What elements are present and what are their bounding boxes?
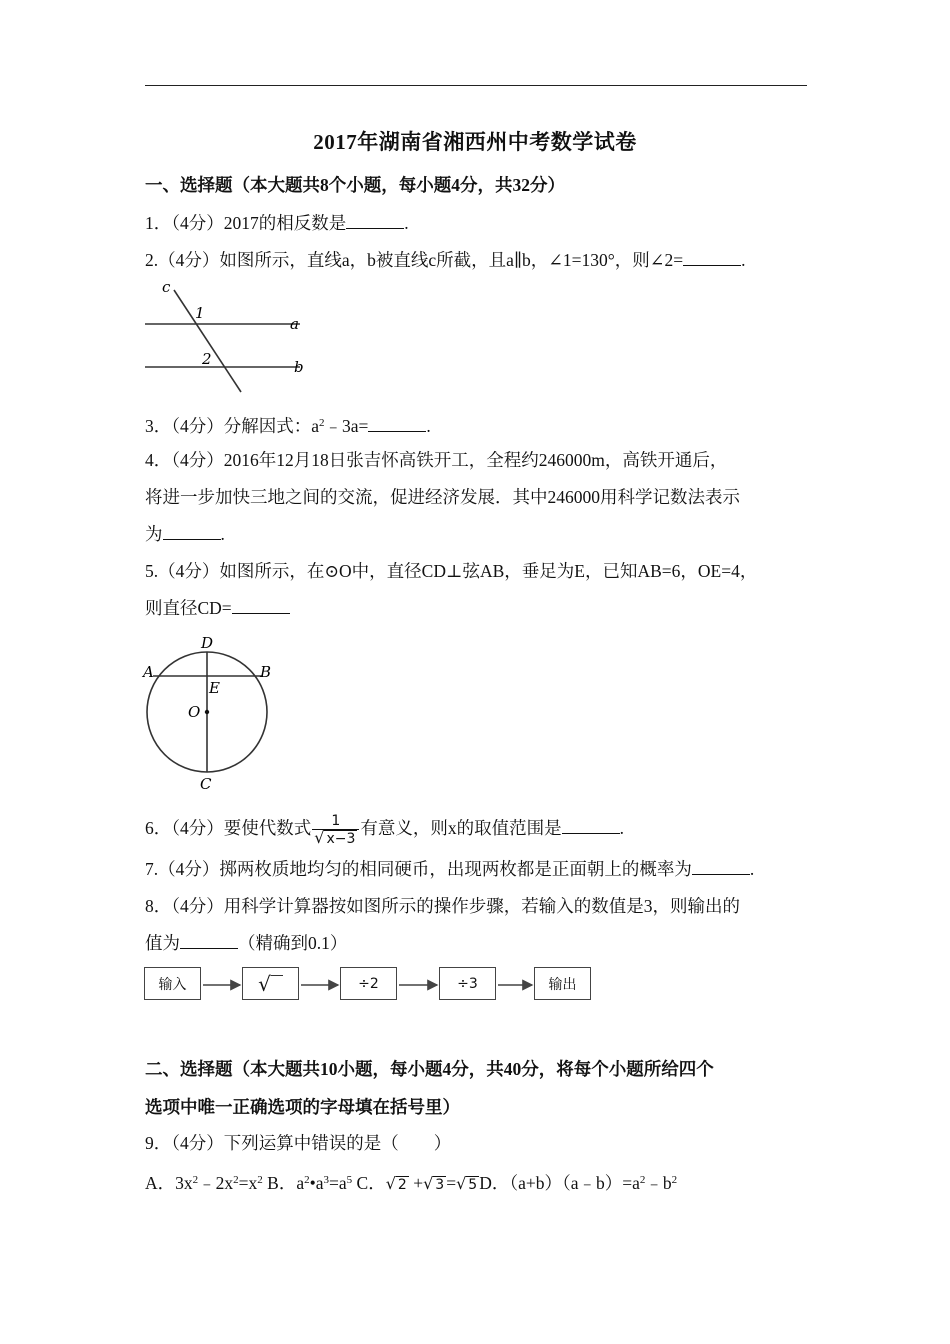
- flow-step-divide-2: ÷2: [340, 967, 397, 1000]
- label-2: 2: [202, 350, 212, 368]
- label-a: A: [143, 663, 154, 681]
- circle-figure: [138, 632, 278, 797]
- question-1-text: 1．（4分）2017的相反数是: [145, 213, 347, 233]
- question-8-text: 值为: [145, 933, 180, 953]
- header-rule: [145, 85, 807, 86]
- question-4-line-2: 将进一步加快三地之间的交流，促进经济发展．其中246000用科学记数法表示: [145, 487, 740, 507]
- radicand: 2: [397, 1177, 407, 1193]
- exponent: 3: [323, 1174, 329, 1186]
- exponent: 2: [671, 1174, 678, 1186]
- question-5-line-2: [145, 596, 290, 620]
- question-8-suffix: （精确到0.1）: [238, 933, 348, 953]
- fraction-denominator: [312, 829, 359, 847]
- question-9-stem: 9．（4分）下列运算中错误的是（ ）: [145, 1133, 452, 1153]
- question-2: 2.（4分）如图所示，直线a，b被直线c所截，且a∥b，∠1=130°，则∠2= .: [145, 250, 746, 270]
- answer-blank: [232, 597, 290, 614]
- section1-heading: 一、选择题（本大题共8个小题，每小题4分，共32分）: [145, 175, 565, 195]
- exponent: 2: [304, 1174, 310, 1186]
- label-c: C: [200, 775, 212, 793]
- radicand: x−3: [326, 831, 356, 847]
- fraction-numerator: 1: [331, 813, 341, 829]
- question-5-text: 则直径CD=: [145, 598, 232, 618]
- option-b-text: B．a: [267, 1173, 305, 1193]
- radical-sign: √: [314, 828, 325, 847]
- question-6-suffix: 有意义，则x的取值范围是: [360, 818, 562, 839]
- exponent: 2: [639, 1174, 646, 1186]
- answer-blank: [683, 249, 741, 266]
- label-e: E: [209, 679, 220, 697]
- exponent: 2: [257, 1174, 263, 1186]
- radical-sign: √: [385, 1174, 396, 1193]
- option-a-text: =x: [238, 1173, 258, 1193]
- page-title: 2017年湖南省湘西州中考数学试卷: [313, 130, 637, 154]
- label-1: 1: [195, 304, 205, 322]
- option-d-text: ﹣b: [645, 1173, 672, 1193]
- radical-sign: √: [456, 1174, 467, 1193]
- question-3: 3．（4分）分解因式：$a^2﹣3a=$ .: [145, 416, 431, 436]
- question-1: 1．（4分）2017的相反数是 .: [145, 213, 409, 233]
- question-6-text: 6．（4分）要使代数式: [145, 818, 312, 839]
- radical-sign: √: [423, 1174, 434, 1193]
- option-a: [145, 1173, 263, 1193]
- question-8-line-2: [145, 931, 347, 955]
- option-b-text: •a: [309, 1173, 324, 1193]
- option-d: [479, 1173, 677, 1193]
- question-8-line-1: 8．（4分）用科学计算器按如图所示的操作步骤，若输入的数值是3，则输出的: [145, 896, 740, 916]
- flow-step-output: 输出: [534, 967, 591, 1000]
- equals-sign: =: [446, 1173, 457, 1193]
- exponent: 2: [319, 417, 325, 429]
- label-d: D: [201, 634, 214, 652]
- radicand: 3: [435, 1177, 445, 1193]
- fraction: [312, 813, 359, 847]
- sqrt-symbol: √: [258, 971, 271, 996]
- label-a: a: [290, 315, 299, 333]
- option-a-text: ﹣2x: [198, 1173, 234, 1193]
- answer-blank: [180, 932, 238, 949]
- section2-heading-line-2: 选项中唯一正确选项的字母填在括号里）: [145, 1097, 460, 1117]
- answer-blank: [368, 415, 426, 432]
- label-b: B: [260, 663, 272, 681]
- question-5-line-1: 5.（4分）如图所示，在⊙O中，直径CD⊥弦AB，垂足为E，已知AB=6，OE=4，: [145, 561, 758, 581]
- plus-sign: +: [413, 1173, 424, 1193]
- answer-blank: [692, 858, 750, 875]
- option-b-text: =a: [329, 1173, 347, 1193]
- exponent: 5: [346, 1174, 353, 1186]
- answer-blank: [163, 523, 221, 540]
- radicand: 5: [468, 1177, 478, 1193]
- question-2-text: 2.（4分）如图所示，直线a，b被直线c所截，且a∥b，∠1=130°，则∠2=: [145, 250, 684, 270]
- question-3-suffix: ﹣3a=: [324, 416, 369, 436]
- question-4-line-3: 为 .: [145, 524, 225, 544]
- question-4-line-1: 4．（4分）2016年12月18日张吉怀高铁开工，全程约246000m，高铁开通后，: [145, 450, 728, 470]
- option-b: [267, 1173, 352, 1193]
- section2-heading-line-1: 二、选择题（本大题共10小题，每小题4分，共40分，将每个小题所给四个: [145, 1059, 714, 1079]
- line-c: [174, 290, 241, 392]
- flow-step-divide-3: ÷3: [439, 967, 496, 1000]
- question-4-text: 为: [145, 524, 163, 544]
- option-d-text: D．（a+b）（a﹣b）=a: [479, 1173, 640, 1193]
- exponent: 2: [192, 1174, 199, 1186]
- label-c: c: [162, 278, 171, 296]
- answer-blank: [562, 817, 620, 834]
- question-9-options: [145, 1168, 677, 1197]
- option-c-text: C．: [356, 1173, 386, 1193]
- flow-step-input: 输入: [144, 967, 201, 1000]
- label-o: O: [188, 703, 201, 721]
- question-7: 7.（4分）掷两枚质地均匀的相同硬币，出现两枚都是正面朝上的概率为 .: [145, 859, 755, 879]
- parallel-lines-figure: [140, 278, 315, 398]
- flow-arrows: [0, 975, 950, 995]
- question-3-text: 3．（4分）分解因式：a: [145, 416, 320, 436]
- center-point: [205, 710, 209, 714]
- question-7-text: 7.（4分）掷两枚质地均匀的相同硬币，出现两枚都是正面朝上的概率为: [145, 859, 692, 879]
- label-b: b: [294, 358, 304, 376]
- answer-blank: [346, 212, 404, 229]
- option-c: [357, 1173, 480, 1193]
- option-a-text: A．3x: [145, 1173, 193, 1193]
- exponent: 2: [233, 1174, 239, 1186]
- question-6: 6．（4分）要使代数式 $\frac{1}{√ x-3}$ 有意义，则x的取值范围是 .: [145, 813, 625, 847]
